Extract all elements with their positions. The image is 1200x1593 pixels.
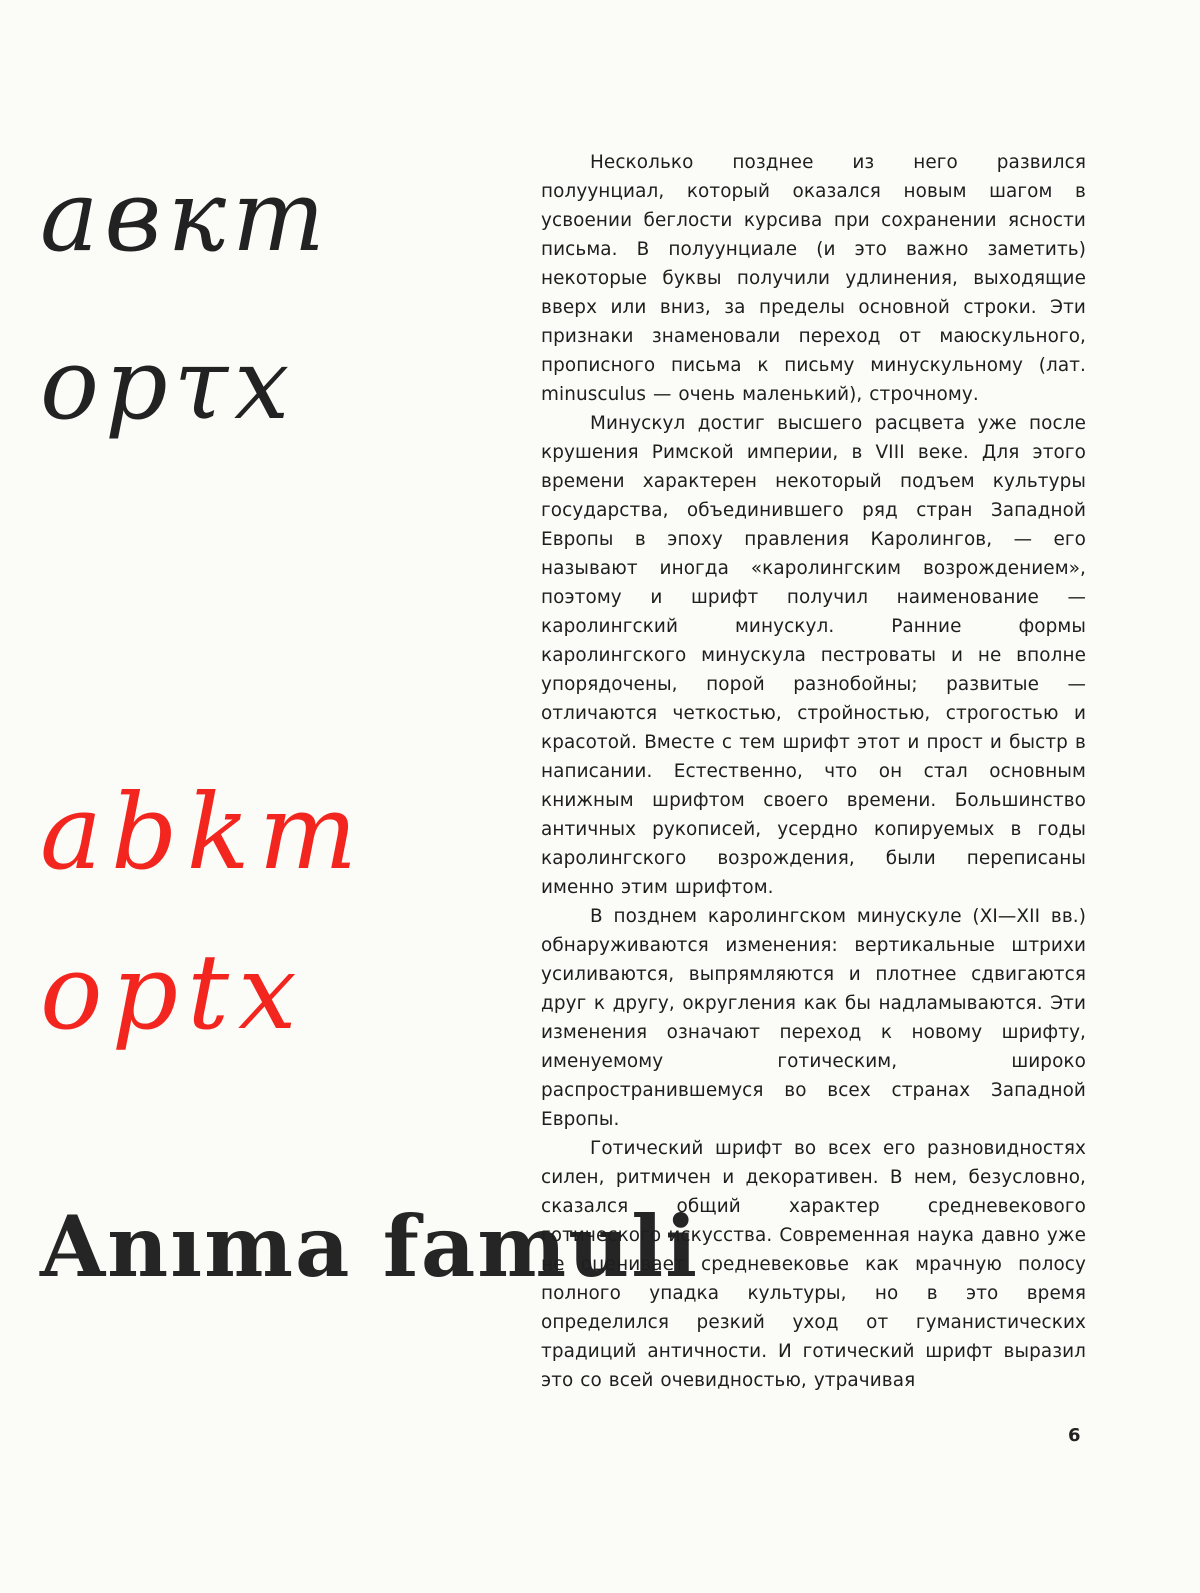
body-paragraph-2: Минускул достиг высшего расцвета уже после крушения Римской империи, в VIII веке. Для этого времени характерен некоторый подъем культуры государства, объединившего ряд стран Западной Европы в эпоху правления Каролингов, — его называют иногда «каролингским возрождением», поэтому и шрифт получил наименование — каролингский минускул. Ранние формы каролингского минускула пестроваты и не вполне упорядочены, порой разнобойны; развитые — отличаются четкостью, стройностью, строгостью и красотой. Вместе с тем шрифт этот и прост и быстр в написании. Естественно, что он стал основным книжным шрифтом своего времени. Большинство античных рукописей, усердно копируемых в годы каролингского возрождения, были переписаны именно этим шрифтом.	[541, 413, 1086, 898]
halfuncial-letter-lines	[40, 771, 530, 1053]
body-paragraph-1: Несколько позднее из него развился полуунциал, который оказался новым шагом в усвоении беглости курсива при сохранении ясности письма. В полуунциале (и это важно заметить) некоторые буквы получили удлинения, выходящие вверх или вниз, за пределы основной строки. Эти признаки знаменовали переход от маюскульного, прописного письма к письму минускульному (лат. minusculus — очень маленький), строчному.	[541, 152, 1086, 405]
minuscule-line-1: Anıma famuli	[40, 1197, 700, 1296]
halfuncial-line-1: аbkm	[40, 771, 367, 893]
body-text-column	[541, 148, 1086, 1395]
uncial-line-1: авкт	[40, 160, 331, 274]
body-paragraph-3: В позднем каролингском минускуле (XI—XII вв.) обнаруживаются изменения: вертикальные штрихи усиливаются, выпрямляются и плотнее сдвигаются друг к другу, округления как бы надламываются. Эти изменения означают переход к новому шрифту, именуемому готическим, широко распространившемуся во всех странах Западной Европы.	[541, 906, 1086, 1130]
page-number: 6	[1068, 1425, 1081, 1446]
minuscule-letter-lines	[40, 1197, 700, 1296]
uncial-letter-lines	[40, 160, 530, 442]
uncial-line-2: орτх	[40, 328, 296, 442]
body-paragraph-4: Готический шрифт во всех его разновидностях силен, ритмичен и декоративен. В нем, безусловно, сказался общий характер средневекового готического искусства. Современная наука давно уже не оценивает средневековье как мрачную полосу полного упадка культуры, но в это время определился резкий уход от гуманистических традиций античности. И готический шрифт выразил это со всей очевидностью, утрачивая	[541, 1138, 1086, 1391]
halfuncial-line-2: орtх	[40, 931, 306, 1053]
